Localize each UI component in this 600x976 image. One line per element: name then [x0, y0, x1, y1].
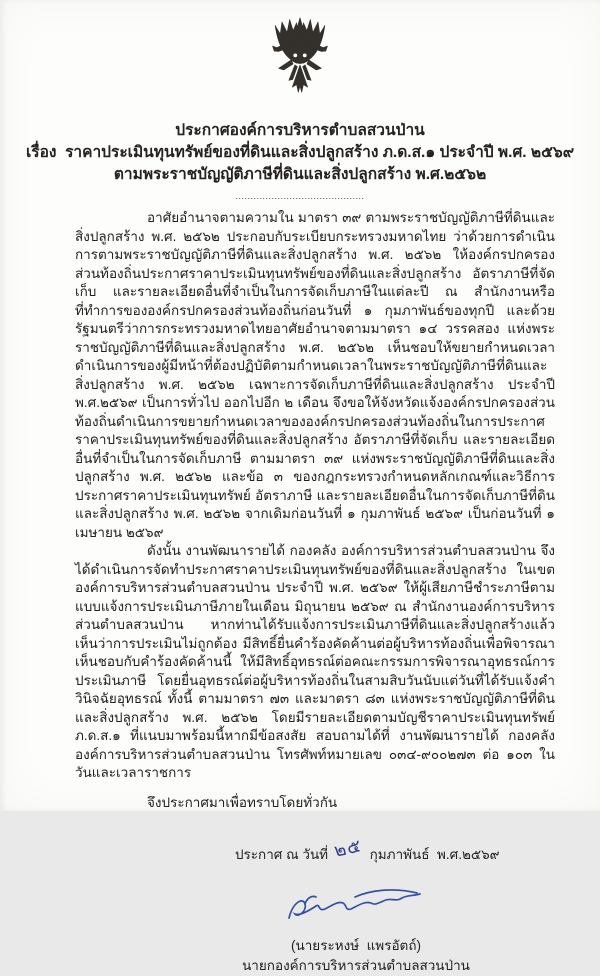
signature-container: [112, 884, 600, 936]
paragraph-announcement-details: ดังนั้น งานพัฒนารายได้ กองคลัง องค์การบริหารส่วนตำบลสวนป่าน จึงได้ดำเนินการจัดทำประกาศราคาประเมินทุนทรัพย์ของที่ดินและสิ่งปลูกสร้าง ในเขตองค์การบริหารส่วนตำบลสวนป่าน ประจำปี พ.ศ. ๒๕๖๙ ให้ผู้เสียภาษีชำระภาษีตามแบบแจ้งการประเมินภาษีภายในเดือน มิถุนายน ๒๕๖๙ ณ สำนักงานองค์การบริหารส่วนตำบลสวนป่าน หากท่านได้รับแจ้งการประเมินภาษีที่ดินและสิ่งปลูกสร้างแล้ว เห็นว่าการประเมินไม่ถูกต้อง มีสิทธิ์ยื่นคำร้องคัดค้านต่อผู้บริหารท้องถิ่นเพื่อพิจารณาเห็นชอบกับคำร้องคัดค้านนี้ ให้มีสิทธิ์อุทธรณ์ต่อคณะกรรมการพิจารณาอุทธรณ์การประเมินภาษี โดยยื่นอุทธรณ์ต่อผู้บริหารท้องถิ่นในสามสิบวันนับแต่วันที่ได้รับแจ้งคำวินิจฉัยอุทธรณ์ ทั้งนี้ ตามมาตรา ๗๓ และมาตรา ๘๓ แห่งพระราชบัญญัติภาษีที่ดินและสิ่งปลูกสร้าง พ.ศ. ๒๕๖๒ โดยมีรายละเอียดตามบัญชีราคาประเมินทุนทรัพย์ ภ.ด.ส.๑ ที่แนบมาพร้อมนี้หากมีข้อสงสัย สอบถามได้ที่ งานพัฒนารายได้ กองคลัง องค์การบริหารส่วนตำบลสวนป่าน โทรศัพท์หมายเลข ๐๓๔-๙๐๐๒๗๓ ต่อ ๑๐๓ ในวันและเวลาราชการ: [75, 543, 555, 780]
signoff-block: [0, 823, 600, 976]
emblem-container: [0, 14, 600, 116]
document-body: [75, 209, 555, 812]
date-suffix: กุมภาพันธ์ พ.ศ.๒๕๖๙: [369, 847, 500, 862]
signature-ink: [281, 884, 431, 930]
title-block: [0, 120, 600, 201]
dotted-divider: ...........................................: [235, 191, 365, 201]
document-act-line: ตามพระราชบัญญัติภาษีที่ดินและสิ่งปลูกสร้าง พ.ศ.๒๕๖๒: [113, 166, 487, 183]
document-subject-line: เรื่อง ราคาประเมินทุนทรัพย์ของที่ดินและสิ่งปลูกสร้าง ภ.ด.ส.๑ ประจำปี พ.ศ. ๒๕๖๙: [25, 144, 575, 161]
document-title: ประกาศองค์การบริหารตำบลสวนป่าน: [175, 122, 425, 139]
signatory-name: (นายระหงษ์ แพรอัตถ์): [290, 938, 421, 953]
closing-statement: จึงประกาศมาเพื่อทราบโดยทั่วกัน: [147, 794, 338, 810]
paragraph-legal-basis: อาศัยอำนาจตามความใน มาตรา ๓๙ ตามพระราชบัญญัติภาษีที่ดินและสิ่งปลูกสร้าง พ.ศ. ๒๕๖๒ ประกอบกับระเบียบกระทรวงมหาดไทย ว่าด้วยการดำเนินการตามพระราชบัญญัติภาษีที่ดินและสิ่งปลูกสร้าง พ.ศ. ๒๕๖๒ ให้องค์กรปกครองส่วนท้องถิ่นประกาศราคาประเมินทุนทรัพย์ของที่ดินและสิ่งปลูกสร้าง อัตราภาษีที่จัดเก็บ และรายละเอียดอื่นที่จำเป็นในการจัดเก็บภาษีในแต่ละปี ณ สำนักงานหรือที่ทำการขององค์กรปกครองส่วนท้องถิ่นก่อนวันที่ ๑ กุมภาพันธ์ของทุกปี และด้วยรัฐมนตรีว่าการกระทรวงมหาดไทยอาศัยอำนาจตามมาตรา ๑๔ วรรคสอง แห่งพระราชบัญญัติภาษีที่ดินและสิ่งปลูกสร้าง พ.ศ. ๒๕๖๒ เห็นชอบให้ขยายกำหนดเวลาดำเนินการของผู้มีหน้าที่ต้องปฏิบัติตามกำหนดเวลาในพระราชบัญญัติภาษีที่ดินและสิ่งปลูกสร้าง พ.ศ. ๒๕๖๒ เฉพาะการจัดเก็บภาษีที่ดินและสิ่งปลูกสร้าง ประจำปี พ.ศ.๒๕๖๙ เป็นการทั่วไป ออกไปอีก ๒ เดือน จึงขอให้จังหวัดแจ้งองค์กรปกครองส่วนท้องถิ่นดำเนินการขยายกำหนดเวลาขององค์กรปกครองส่วนท้องถิ่นในการประกาศราคาประเมินทุนทรัพย์ของที่ดินและสิ่งปลูกสร้าง อัตราภาษีที่จัดเก็บ และรายละเอียดอื่นที่จำเป็นในการจัดเก็บภาษี ตามมาตรา ๓๙ แห่งพระราชบัญญัติภาษีที่ดินและสิ่งปลูกสร้าง พ.ศ. ๒๕๖๒ และข้อ ๓ ของกฎกระทรวงกำหนดหลักเกณฑ์และวิธีการประกาศราคาประเมินทุนทรัพย์ อัตราภาษี และรายละเอียดอื่นในการจัดเก็บภาษีที่ดินและสิ่งปลูกสร้าง พ.ศ. ๒๕๖๒ จากเดิมก่อนวันที่ ๑ กุมภาพันธ์ ๒๕๖๙ เป็นก่อนวันที่ ๑ เมษายน ๒๕๖๙: [75, 210, 555, 540]
announcement-date-line: [112, 823, 600, 882]
handwritten-date: ๒๕: [332, 835, 364, 861]
signatory-position: นายกองค์การบริหารส่วนตำบลสวนป่าน: [242, 958, 470, 973]
garuda-emblem-icon: [257, 14, 343, 114]
date-prefix: ประกาศ ณ วันที่: [234, 847, 329, 862]
